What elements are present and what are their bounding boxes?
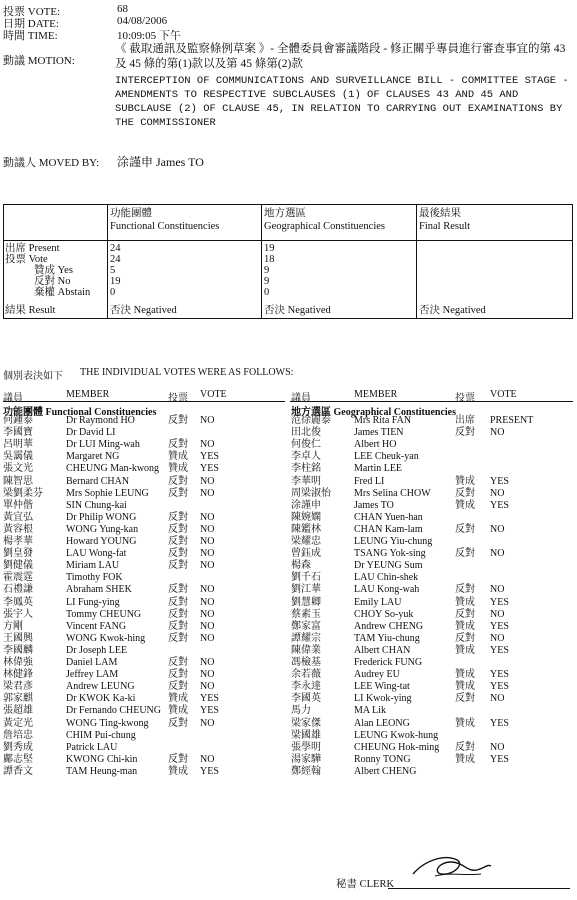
member-name-zh: 梁家傑 <box>291 717 321 729</box>
member-vote-zh: 反對 <box>168 487 188 499</box>
member-vote-zh: 贊成 <box>455 620 475 632</box>
member-name-zh: 何俊仁 <box>291 439 321 451</box>
member-name-zh: 李卓人 <box>291 451 321 463</box>
gc-col-vote-zh: 投票 <box>455 393 475 404</box>
row-label-yes: 贊成 Yes <box>34 265 73 276</box>
member-vote-en: NO <box>200 415 215 426</box>
member-name-zh: 李國麟 <box>3 644 33 656</box>
member-name-en: Martin LEE <box>354 463 403 475</box>
member-name-en: Patrick LAU <box>66 741 118 753</box>
member-name-en: LAU Wong-fat <box>66 548 127 560</box>
member-name-zh: 陳婉嫻 <box>291 511 321 523</box>
fc-header-zh: 功能團體 <box>110 208 152 219</box>
member-name-en: Dr David LI <box>66 427 116 439</box>
member-name-zh: 鄭經翰 <box>291 765 321 777</box>
member-name-en: TAM Yiu-chung <box>354 632 420 644</box>
member-vote-en: YES <box>200 463 219 475</box>
member-name-en: Bernard CHAN <box>66 475 130 487</box>
member-vote-en: NO <box>200 620 215 632</box>
member-name-en: Ronny TONG <box>354 753 411 765</box>
member-name-en: Frederick FUNG <box>354 657 423 668</box>
member-name-en: TAM Heung-man <box>66 765 138 777</box>
member-vote-en: NO <box>200 681 215 693</box>
member-vote-en: YES <box>200 693 219 705</box>
fc-yes: 5 <box>110 265 116 276</box>
member-name-en: LI Fung-ying <box>66 596 120 608</box>
vote-number-value: 68 <box>117 3 128 15</box>
member-vote-zh: 反對 <box>168 620 188 632</box>
member-name-en: Tommy CHEUNG <box>66 608 142 620</box>
member-name-en: CHEUNG Man-kwong <box>66 463 160 475</box>
row-label-abstain: 棄權 Abstain <box>34 287 91 298</box>
member-name-zh: 曾鈺成 <box>291 548 321 560</box>
member-name-zh: 張文光 <box>3 463 33 475</box>
fc-no: 19 <box>110 276 121 287</box>
date-value: 04/08/2006 <box>117 15 168 27</box>
final-header-en: Final Result <box>419 221 471 232</box>
gc-section-title: 地方選區 Geographical Constituencies <box>291 407 456 418</box>
member-name-en: LAU Chin-shek <box>354 572 419 584</box>
member-vote-en: YES <box>200 705 219 717</box>
final-header-zh: 最後結果 <box>419 208 461 219</box>
member-vote-en: NO <box>200 669 215 681</box>
gc-result: 否決 Negatived <box>264 305 331 316</box>
member-vote-en: NO <box>200 523 215 535</box>
member-name-en: Albert HO <box>354 439 397 451</box>
member-name-en: Dr Philip WONG <box>66 511 137 523</box>
member-vote-en: NO <box>490 584 505 596</box>
member-name-en: Albert CHENG <box>354 765 417 777</box>
time-label: 時間 TIME: <box>3 30 58 42</box>
member-vote-en: NO <box>200 717 215 729</box>
date-label: 日期 DATE: <box>3 18 59 30</box>
member-vote-zh: 反對 <box>168 657 188 668</box>
member-name-zh: 李國英 <box>291 693 321 705</box>
member-vote-en: NO <box>200 657 215 668</box>
gc-present: 19 <box>264 243 275 254</box>
member-name-en: Dr YEUNG Sum <box>354 560 423 572</box>
member-name-en: Miriam LAU <box>66 560 120 572</box>
member-name-en: Dr LUI Ming-wah <box>66 439 140 451</box>
member-name-en: WONG Yung-kan <box>66 523 139 535</box>
member-name-zh: 劉秀成 <box>3 741 33 753</box>
member-name-en: James TO <box>354 499 394 511</box>
member-name-en: CHIM Pui-chung <box>66 729 136 741</box>
member-vote-zh: 贊成 <box>455 475 475 487</box>
member-vote-en: NO <box>200 487 215 499</box>
row-label-no: 反對 No <box>34 276 71 287</box>
row-label-present: 出席 Present <box>5 243 60 254</box>
member-vote-en: NO <box>200 753 215 765</box>
member-vote-zh: 反對 <box>168 523 188 535</box>
member-vote-zh: 反對 <box>168 439 188 451</box>
member-vote-zh: 反對 <box>168 415 188 426</box>
member-name-en: Mrs Selina CHOW <box>354 487 431 499</box>
member-name-en: Dr KWOK Ka-ki <box>66 693 136 705</box>
member-name-zh: 黃宜弘 <box>3 511 33 523</box>
member-name-en: Howard YOUNG <box>66 536 137 547</box>
member-name-en: LI Kwok-ying <box>354 693 412 705</box>
member-name-en: Jeffrey LAM <box>66 669 119 681</box>
fc-abstain: 0 <box>110 287 116 298</box>
member-name-zh: 方剛 <box>3 620 23 632</box>
gc-no: 9 <box>264 276 270 287</box>
member-name-en: WONG Ting-kwong <box>66 717 149 729</box>
member-vote-en: YES <box>490 753 509 765</box>
member-vote-zh: 贊成 <box>455 717 475 729</box>
member-vote-en: NO <box>200 548 215 560</box>
member-name-zh: 霍震霆 <box>3 572 33 584</box>
member-name-zh: 劉健儀 <box>3 560 33 572</box>
member-name-zh: 劉千石 <box>291 572 321 584</box>
fc-col-member-zh: 議員 <box>3 393 23 404</box>
member-vote-zh: 反對 <box>168 560 188 572</box>
member-name-en: Audrey EU <box>354 669 400 681</box>
member-vote-zh: 反對 <box>455 693 475 705</box>
member-name-zh: 田北俊 <box>291 427 321 439</box>
member-name-en: LAU Kong-wah <box>354 584 420 596</box>
member-vote-zh: 贊成 <box>168 705 188 717</box>
member-vote-zh: 贊成 <box>455 499 475 511</box>
member-vote-zh: 反對 <box>168 669 188 681</box>
gc-col-member-en: MEMBER <box>354 389 398 400</box>
member-vote-zh: 反對 <box>168 584 188 596</box>
member-name-en: LEE Cheuk-yan <box>354 451 419 463</box>
member-name-zh: 劉皇發 <box>3 548 33 560</box>
vote-number-label: 投票 VOTE: <box>3 6 61 18</box>
member-name-zh: 郭家麒 <box>3 693 33 705</box>
member-vote-en: NO <box>200 608 215 620</box>
member-vote-zh: 反對 <box>168 632 188 644</box>
member-name-zh: 楊孝華 <box>3 536 33 547</box>
member-name-en: CHOY So-yuk <box>354 608 414 620</box>
member-name-zh: 梁君彥 <box>3 681 33 693</box>
member-name-en: Dr Fernando CHEUNG <box>66 705 161 717</box>
member-name-zh: 陳偉業 <box>291 644 321 656</box>
member-vote-en: NO <box>200 596 215 608</box>
member-name-zh: 王國興 <box>3 632 33 644</box>
member-vote-zh: 反對 <box>168 475 188 487</box>
member-name-en: LEE Wing-tat <box>354 681 410 693</box>
member-vote-en: NO <box>200 511 215 523</box>
member-name-zh: 鄭家富 <box>291 620 321 632</box>
member-name-en: Alan LEONG <box>354 717 410 729</box>
fc-col-vote-en: VOTE <box>200 389 227 400</box>
mover-label: 動議人 MOVED BY: <box>3 157 100 169</box>
motion-chinese: 《 截取通訊及監察條例草案 》- 全體委員會審議階段 - 修正關乎專員進行審查事宜的第 43 及 45 條的第(1)款以及第 45 條第(2)款 <box>115 43 566 70</box>
row-label-result: 結果 Result <box>5 305 56 316</box>
member-vote-en: NO <box>490 427 505 439</box>
motion-label: 動議 MOTION: <box>3 55 75 67</box>
member-name-en: Albert CHAN <box>354 644 411 656</box>
member-name-zh: 吳靄儀 <box>3 451 33 463</box>
member-vote-en: NO <box>490 548 505 560</box>
gc-abstain: 0 <box>264 287 270 298</box>
member-vote-en: NO <box>490 523 505 535</box>
member-vote-zh: 贊成 <box>455 753 475 765</box>
member-name-zh: 張超雄 <box>3 705 33 717</box>
member-vote-zh: 反對 <box>455 741 475 753</box>
member-name-en: TSANG Yok-sing <box>354 548 426 560</box>
member-vote-en: NO <box>200 439 215 451</box>
member-vote-zh: 贊成 <box>455 644 475 656</box>
member-vote-en: YES <box>490 499 509 511</box>
member-vote-zh: 反對 <box>455 608 475 620</box>
member-vote-zh: 反對 <box>455 487 475 499</box>
member-name-zh: 單仲偕 <box>3 499 33 511</box>
fc-present: 24 <box>110 243 121 254</box>
member-vote-zh: 贊成 <box>168 463 188 475</box>
member-name-en: LEUNG Kwok-hung <box>354 729 439 741</box>
member-name-zh: 黃定光 <box>3 717 33 729</box>
member-name-en: Mrs Sophie LEUNG <box>66 487 149 499</box>
member-name-zh: 余若薇 <box>291 669 321 681</box>
member-name-zh: 林健鋒 <box>3 669 33 681</box>
member-name-zh: 梁國雄 <box>291 729 321 741</box>
time-value: 10:09:05 下午 <box>117 30 181 42</box>
member-vote-en: NO <box>200 475 215 487</box>
member-name-zh: 馬力 <box>291 705 311 717</box>
member-vote-en: NO <box>490 632 505 644</box>
member-vote-en: NO <box>200 560 215 572</box>
gc-vote: 18 <box>264 254 275 265</box>
member-vote-en: YES <box>490 475 509 487</box>
fc-header-en: Functional Constituencies <box>110 221 220 232</box>
member-name-zh: 劉慧卿 <box>291 596 321 608</box>
member-name-zh: 李華明 <box>291 475 321 487</box>
gc-header-en: Geographical Constituencies <box>264 221 386 232</box>
member-vote-en: YES <box>490 681 509 693</box>
member-name-zh: 李柱銘 <box>291 463 321 475</box>
individual-intro-en: THE INDIVIDUAL VOTES WERE AS FOLLOWS: <box>80 367 294 378</box>
member-vote-zh: 反對 <box>168 753 188 765</box>
member-vote-en: NO <box>200 632 215 644</box>
final-result: 否決 Negatived <box>419 305 486 316</box>
clerk-label: 秘書 CLERK <box>336 879 395 890</box>
member-name-zh: 黃容根 <box>3 523 33 535</box>
mover-name: 涂謹申 James TO <box>117 155 204 169</box>
fc-result: 否決 Negatived <box>110 305 177 316</box>
member-vote-zh: 贊成 <box>455 669 475 681</box>
fc-col-vote-zh: 投票 <box>168 393 188 404</box>
member-name-en: MA Lik <box>354 705 386 717</box>
member-name-en: James TIEN <box>354 427 404 439</box>
member-name-en: LEUNG Yiu-chung <box>354 536 433 547</box>
member-vote-en: YES <box>490 644 509 656</box>
member-name-en: CHAN Yuen-han <box>354 511 423 523</box>
member-name-zh: 周梁淑怡 <box>291 487 331 499</box>
member-vote-en: YES <box>490 717 509 729</box>
member-name-zh: 涂謹申 <box>291 499 321 511</box>
member-vote-en: NO <box>200 584 215 596</box>
member-name-en: Vincent FANG <box>66 620 127 632</box>
fc-vote: 24 <box>110 254 121 265</box>
member-name-zh: 林偉強 <box>3 657 33 668</box>
member-name-zh: 劉江華 <box>291 584 321 596</box>
member-name-en: CHEUNG Hok-ming <box>354 741 440 753</box>
member-name-en: Abraham SHEK <box>66 584 132 596</box>
member-vote-en: YES <box>200 765 219 777</box>
member-name-zh: 蔡素玉 <box>291 608 321 620</box>
individual-intro-zh: 個別表決如下 <box>3 371 63 382</box>
fc-col-member-en: MEMBER <box>66 389 110 400</box>
member-vote-en: YES <box>200 451 219 463</box>
gc-header-zh: 地方選區 <box>264 208 306 219</box>
member-name-en: Timothy FOK <box>66 572 123 584</box>
member-name-zh: 呂明華 <box>3 439 33 451</box>
member-vote-zh: 反對 <box>455 523 475 535</box>
member-vote-zh: 反對 <box>168 536 188 547</box>
member-name-en: Dr Joseph LEE <box>66 644 128 656</box>
member-vote-zh: 反對 <box>455 584 475 596</box>
member-name-zh: 李鳳英 <box>3 596 33 608</box>
member-vote-zh: 反對 <box>455 548 475 560</box>
member-name-zh: 鄺志堅 <box>3 753 33 765</box>
member-vote-en: NO <box>200 536 215 547</box>
member-vote-en: YES <box>490 596 509 608</box>
member-vote-zh: 贊成 <box>455 596 475 608</box>
member-vote-zh: 反對 <box>168 681 188 693</box>
row-label-vote: 投票 Vote <box>5 254 48 265</box>
member-name-zh: 張學明 <box>291 741 321 753</box>
member-vote-zh: 反對 <box>168 717 188 729</box>
member-name-zh: 范徐麗泰 <box>291 415 331 426</box>
member-name-zh: 何鍾泰 <box>3 415 33 426</box>
member-name-zh: 楊森 <box>291 560 311 572</box>
member-name-en: Andrew LEUNG <box>66 681 135 693</box>
member-name-zh: 石禮謙 <box>3 584 33 596</box>
member-name-zh: 李國寶 <box>3 427 33 439</box>
member-name-zh: 梁劉柔芬 <box>3 487 43 499</box>
member-name-en: Emily LAU <box>354 596 402 608</box>
member-name-en: CHAN Kam-lam <box>354 523 423 535</box>
member-vote-en: NO <box>490 608 505 620</box>
member-name-zh: 李永達 <box>291 681 321 693</box>
gc-col-member-zh: 議員 <box>291 393 311 404</box>
member-name-zh: 陳鑑林 <box>291 523 321 535</box>
member-name-en: Mrs Rita FAN <box>354 415 412 426</box>
member-name-zh: 譚香文 <box>3 765 33 777</box>
member-name-en: WONG Kwok-hing <box>66 632 146 644</box>
member-vote-zh: 反對 <box>168 608 188 620</box>
gc-col-vote-en: VOTE <box>490 389 517 400</box>
member-vote-en: YES <box>490 669 509 681</box>
member-name-en: Andrew CHENG <box>354 620 424 632</box>
member-vote-zh: 反對 <box>168 511 188 523</box>
member-vote-zh: 反對 <box>168 596 188 608</box>
results-table <box>3 204 573 319</box>
clerk-signature <box>405 846 495 884</box>
member-vote-en: YES <box>490 620 509 632</box>
member-vote-en: NO <box>490 693 505 705</box>
member-vote-zh: 出席 <box>455 415 475 426</box>
member-name-zh: 詹培忠 <box>3 729 33 741</box>
member-name-en: Fred LI <box>354 475 385 487</box>
member-vote-zh: 反對 <box>455 427 475 439</box>
member-name-en: Dr Raymond HO <box>66 415 135 426</box>
member-vote-zh: 贊成 <box>168 451 188 463</box>
member-vote-zh: 反對 <box>168 548 188 560</box>
member-name-en: SIN Chung-kai <box>66 499 127 511</box>
fc-section-title: 功能團體 Functional Constituencies <box>3 407 157 418</box>
member-vote-zh: 贊成 <box>168 693 188 705</box>
member-name-zh: 馮檢基 <box>291 657 321 668</box>
member-vote-zh: 贊成 <box>168 765 188 777</box>
member-vote-en: PRESENT <box>490 415 534 426</box>
member-name-zh: 譚耀宗 <box>291 632 321 644</box>
member-vote-zh: 贊成 <box>455 681 475 693</box>
member-vote-en: NO <box>490 741 505 753</box>
gc-yes: 9 <box>264 265 270 276</box>
member-name-zh: 梁耀忠 <box>291 536 321 547</box>
member-name-zh: 陳智思 <box>3 475 33 487</box>
member-name-en: KWONG Chi-kin <box>66 753 138 765</box>
member-vote-zh: 反對 <box>455 632 475 644</box>
member-name-en: Margaret NG <box>66 451 120 463</box>
member-name-zh: 湯家驊 <box>291 753 321 765</box>
member-name-en: Daniel LAM <box>66 657 118 668</box>
member-name-zh: 張宇人 <box>3 608 33 620</box>
member-vote-en: NO <box>490 487 505 499</box>
motion-english: INTERCEPTION OF COMMUNICATIONS AND SURVEILLANCE BILL - COMMITTEE STAGE - AMENDMENTS TO RESPECTIVE SUBCLAUSES (1) OF CLAUSES 43 AND 45 AND SUBCLAUSE (2) OF CLAUSE 45, IN RELATION TO CARRYING OUT EXAMINATIONS BY THE COMMISSIONER <box>115 75 569 129</box>
